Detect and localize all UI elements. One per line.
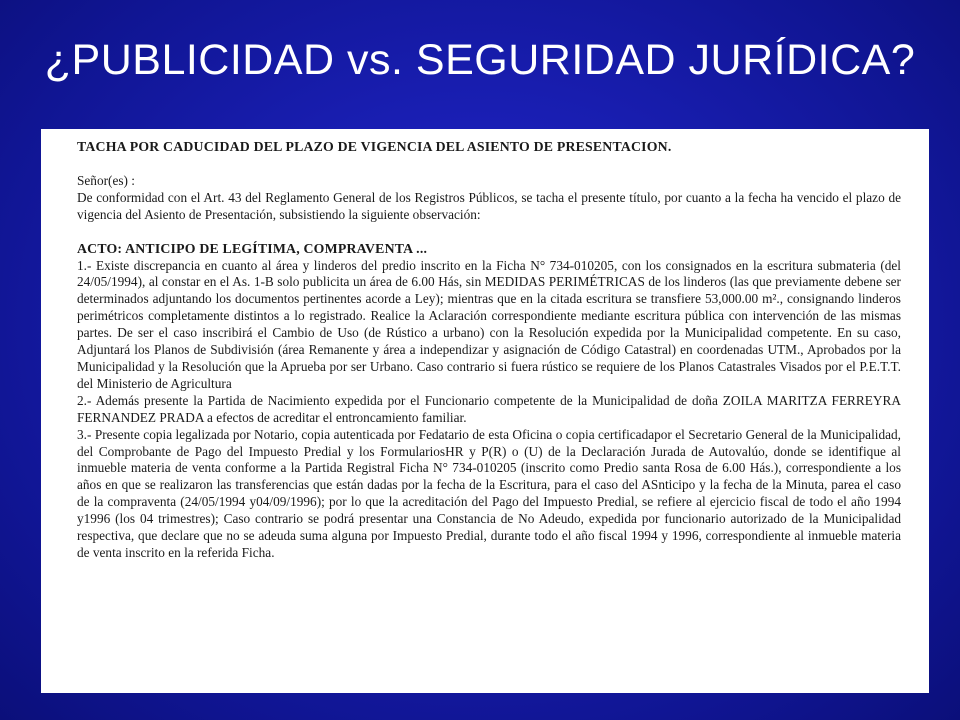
document-salutation: Señor(es) : <box>77 172 135 188</box>
observation-item-2: 2.- Además presente la Partida de Nacimiento expedida por el Funcionario competente de la Municipalidad de doña ZOILA MARITZA FERREYRA FERNANDEZ PRADA a efectos de acreditar el entroncamiento familiar. <box>77 392 901 425</box>
document-intro: De conformidad con el Art. 43 del Reglamento General de los Registros Públicos, se tacha el presente título, por cuanto a la fecha ha vencido el plazo de vigencia del Asiento de Presentación, subsistiendo la siguiente observación: <box>77 189 901 222</box>
observation-item-3: 3.- Presente copia legalizada por Notario, copia autenticada por Fedatario de esta Oficina o copia certificadapor el Secretario General de la Municipalidad, del Comprobante de Pago del Impuesto Predial y los FormulariosHR y P(R) o (U) de la Declaración Jurada de Autovalúo, donde se identifique al inmueble materia de venta conforme a la Partida Registral Ficha N° 734-010205 (inscrito como Predio santa Rosa de 6.00 Hás.), correspondiente a los años en que se realizaron las transferencias que están dadas por la fecha de la Escritura, para el caso del ASnticipo y la fecha de la Minuta, parea el caso de la compraventa (24/05/1994 y04/09/1996); por lo que la acreditación del Pago del Impuesto Predial, se refiere al ejercicio fiscal de todo el año 1994 y1996 (los 04 trimestres); Caso contrario se podrá presentar una Constancia de No Adeudo, expedida por funcionario autorizado de la Municipalidad respectiva, que declare que no se adeuda suma alguna por Impuesto Predial, durante todo el año fiscal 1994 y 1996, correspondiente al inmueble materia de venta inscrito en la referida Ficha. <box>77 426 901 560</box>
spacer <box>77 224 901 241</box>
acto-heading: ACTO: ANTICIPO DE LEGÍTIMA, COMPRAVENTA ... <box>77 240 428 256</box>
spacer <box>77 156 901 173</box>
document-heading: TACHA POR CADUCIDAD DEL PLAZO DE VIGENCIA DEL ASIENTO DE PRESENTACION. <box>77 139 672 154</box>
observation-item-1: 1.- Existe discrepancia en cuanto al área y linderos del predio inscrito en la Ficha N° 734-010205, con los consignados en la escritura submateria (del 24/05/1994), al constar en el As. 1-B solo publicita un área de 6.00 Hás, sin MEDIDAS PERIMÉTRICAS de los linderos (las que previamente debene ser determinados adjuntando los documentos pertinentes acorde a Ley); mientras que en la citada escritura se transfiere 53,000.00 m²., consignando linderos perimétricos completamente distintos a lo registrado. Realice la Aclaración correspondiente mediante escritura pública con intervención de las mismas partes. De ser el caso inscribirá el Cambio de Uso (de Rústico a urbano) con la Resolución expedida por la Municipalidad competente. En su caso, Adjuntará los Planos de Subdivisión (área Remanente y área a independizar y asignación de Código Catastral) en coordenadas UTM., Aprobados por la Municipalidad y la Resolución que la Aprueba por ser Urbano. Caso contrario si fuera rústico se requiere de los Planos Catastrales Visados por el P.E.T.T. del Ministerio de Agricultura <box>77 257 901 391</box>
slide-title: ¿PUBLICIDAD vs. SEGURIDAD JURÍDICA? <box>44 36 916 84</box>
document-scan <box>41 129 929 693</box>
